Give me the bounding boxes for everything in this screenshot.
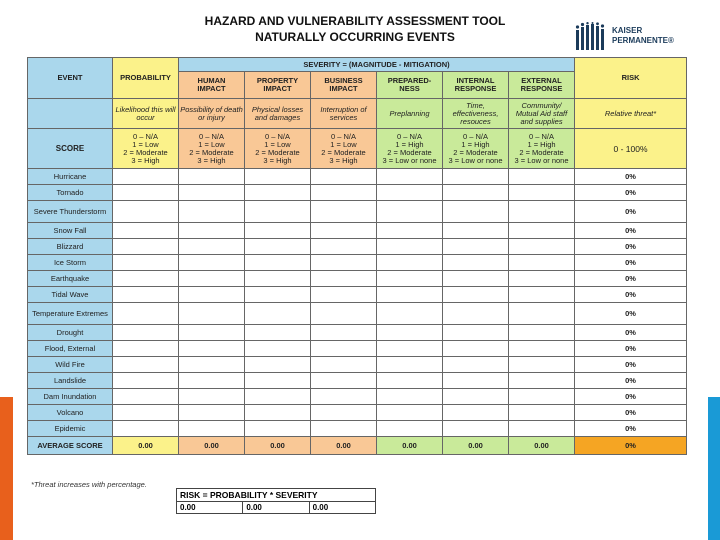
internal-input-cell[interactable] [443, 405, 509, 421]
probability-input-cell[interactable] [113, 287, 179, 303]
event-risk: 0% [575, 389, 687, 405]
property-input-cell[interactable] [245, 389, 311, 405]
event-row [28, 373, 687, 389]
probability-input-cell[interactable] [113, 405, 179, 421]
preparedness-input-cell[interactable] [377, 255, 443, 271]
external-score-scale: 0 – N/A 1 = High 2 = Moderate 3 = Low or none [509, 129, 575, 169]
risk-score-scale: 0 - 100% [575, 129, 687, 169]
internal-input-cell[interactable] [443, 255, 509, 271]
business-input-cell[interactable] [311, 405, 377, 421]
business-input-cell[interactable] [311, 373, 377, 389]
property-input-cell[interactable] [245, 421, 311, 437]
property-input-cell[interactable] [245, 341, 311, 357]
event-row [28, 287, 687, 303]
external-input-cell[interactable] [509, 169, 575, 185]
event-risk: 0% [575, 271, 687, 287]
event-risk: 0% [575, 421, 687, 437]
probability-input-cell[interactable] [113, 325, 179, 341]
logo-line-2: PERMANENTE® [612, 36, 674, 45]
probability-input-cell[interactable] [113, 373, 179, 389]
average-property: 0.00 [245, 437, 311, 455]
logo-line-1: KAISER [612, 26, 643, 35]
description-row [28, 99, 687, 129]
external-description: Community/ Mutual Aid staff and supplies [509, 99, 575, 129]
severity-banner-row [28, 58, 687, 72]
score-row [28, 129, 687, 169]
external-input-cell[interactable] [509, 303, 575, 325]
probability-input-cell[interactable] [113, 389, 179, 405]
average-preparedness: 0.00 [377, 437, 443, 455]
human-input-cell[interactable] [179, 405, 245, 421]
external-input-cell[interactable] [509, 185, 575, 201]
event-name: Drought [28, 325, 113, 341]
external-input-cell[interactable] [509, 325, 575, 341]
internal-input-cell[interactable] [443, 169, 509, 185]
external-input-cell[interactable] [509, 287, 575, 303]
property-input-cell[interactable] [245, 223, 311, 239]
event-row [28, 169, 687, 185]
internal-input-cell[interactable] [443, 325, 509, 341]
risk-formula-label: RISK = PROBABILITY * SEVERITY [177, 489, 376, 502]
human-input-cell[interactable] [179, 287, 245, 303]
event-risk: 0% [575, 223, 687, 239]
business-input-cell[interactable] [311, 223, 377, 239]
external-input-cell[interactable] [509, 373, 575, 389]
preparedness-input-cell[interactable] [377, 405, 443, 421]
event-risk: 0% [575, 405, 687, 421]
event-risk: 0% [575, 357, 687, 373]
event-row [28, 325, 687, 341]
business-input-cell[interactable] [311, 201, 377, 223]
human-input-cell[interactable] [179, 303, 245, 325]
average-internal: 0.00 [443, 437, 509, 455]
human-input-cell[interactable] [179, 357, 245, 373]
event-risk: 0% [575, 255, 687, 271]
business-input-cell[interactable] [311, 325, 377, 341]
probability-input-cell[interactable] [113, 421, 179, 437]
preparedness-input-cell[interactable] [377, 373, 443, 389]
formula-value-2: 0.00 [243, 502, 309, 514]
external-input-cell[interactable] [509, 341, 575, 357]
property-input-cell[interactable] [245, 185, 311, 201]
event-risk: 0% [575, 287, 687, 303]
internal-input-cell[interactable] [443, 357, 509, 373]
event-header: EVENT [28, 58, 113, 99]
probability-input-cell[interactable] [113, 201, 179, 223]
average-risk: 0% [575, 437, 687, 455]
property-input-cell[interactable] [245, 373, 311, 389]
property-impact-header: PROPERTY IMPACT [245, 72, 311, 99]
probability-input-cell[interactable] [113, 239, 179, 255]
internal-input-cell[interactable] [443, 201, 509, 223]
internal-input-cell[interactable] [443, 185, 509, 201]
probability-input-cell[interactable] [113, 271, 179, 287]
event-name: Epidemic [28, 421, 113, 437]
event-name: Tornado [28, 185, 113, 201]
probability-input-cell[interactable] [113, 255, 179, 271]
formula-value-1: 0.00 [177, 502, 243, 514]
business-input-cell[interactable] [311, 389, 377, 405]
business-input-cell[interactable] [311, 255, 377, 271]
event-name: Landslide [28, 373, 113, 389]
probability-input-cell[interactable] [113, 185, 179, 201]
event-name: Dam Inundation [28, 389, 113, 405]
internal-input-cell[interactable] [443, 223, 509, 239]
human-input-cell[interactable] [179, 271, 245, 287]
event-risk: 0% [575, 373, 687, 389]
property-input-cell[interactable] [245, 239, 311, 255]
external-input-cell[interactable] [509, 239, 575, 255]
title-line-1: HAZARD AND VULNERABILITY ASSESSMENT TOOL [204, 14, 506, 28]
event-name: Volcano [28, 405, 113, 421]
preparedness-input-cell[interactable] [377, 325, 443, 341]
property-input-cell[interactable] [245, 357, 311, 373]
preparedness-input-cell[interactable] [377, 169, 443, 185]
human-input-cell[interactable] [179, 185, 245, 201]
property-score-scale: 0 – N/A 1 = Low 2 = Moderate 3 = High [245, 129, 311, 169]
internal-input-cell[interactable] [443, 239, 509, 255]
external-input-cell[interactable] [509, 255, 575, 271]
kaiser-logo-text [612, 26, 674, 46]
business-input-cell[interactable] [311, 341, 377, 357]
probability-input-cell[interactable] [113, 341, 179, 357]
preparedness-input-cell[interactable] [377, 223, 443, 239]
business-input-cell[interactable] [311, 421, 377, 437]
event-name: Tidal Wave [28, 287, 113, 303]
human-score-scale: 0 – N/A 1 = Low 2 = Moderate 3 = High [179, 129, 245, 169]
preparedness-input-cell[interactable] [377, 287, 443, 303]
event-risk: 0% [575, 169, 687, 185]
human-input-cell[interactable] [179, 239, 245, 255]
human-impact-header: HUMAN IMPACT [179, 72, 245, 99]
business-input-cell[interactable] [311, 239, 377, 255]
human-input-cell[interactable] [179, 201, 245, 223]
business-description: Interruption of services [311, 99, 377, 129]
description-event-cell [28, 99, 113, 129]
preparedness-input-cell[interactable] [377, 421, 443, 437]
event-risk: 0% [575, 201, 687, 223]
property-input-cell[interactable] [245, 325, 311, 341]
business-input-cell[interactable] [311, 303, 377, 325]
event-name: Temperature Extremes [28, 303, 113, 325]
event-row [28, 357, 687, 373]
event-name: Earthquake [28, 271, 113, 287]
event-row [28, 405, 687, 421]
event-risk: 0% [575, 239, 687, 255]
event-rows [28, 169, 687, 437]
event-name: Flood, External [28, 341, 113, 357]
human-input-cell[interactable] [179, 389, 245, 405]
event-risk: 0% [575, 303, 687, 325]
title-line-2: NATURALLY OCCURRING EVENTS [255, 30, 455, 44]
human-input-cell[interactable] [179, 421, 245, 437]
human-input-cell[interactable] [179, 169, 245, 185]
event-name: Hurricane [28, 169, 113, 185]
average-score-label: AVERAGE SCORE [28, 437, 113, 455]
probability-input-cell[interactable] [113, 169, 179, 185]
preparedness-input-cell[interactable] [377, 239, 443, 255]
event-row [28, 185, 687, 201]
human-description: Possibility of death or injury [179, 99, 245, 129]
average-business: 0.00 [311, 437, 377, 455]
external-input-cell[interactable] [509, 223, 575, 239]
preparedness-score-scale: 0 – N/A 1 = High 2 = Moderate 3 = Low or none [377, 129, 443, 169]
event-row [28, 223, 687, 239]
event-row [28, 201, 687, 223]
human-input-cell[interactable] [179, 325, 245, 341]
event-row [28, 341, 687, 357]
preparedness-header: PREPARED- NESS [377, 72, 443, 99]
preparedness-input-cell[interactable] [377, 303, 443, 325]
property-input-cell[interactable] [245, 255, 311, 271]
human-input-cell[interactable] [179, 223, 245, 239]
event-row [28, 255, 687, 271]
preparedness-input-cell[interactable] [377, 201, 443, 223]
hva-table [27, 57, 687, 455]
human-input-cell[interactable] [179, 341, 245, 357]
average-external: 0.00 [509, 437, 575, 455]
preparedness-input-cell[interactable] [377, 357, 443, 373]
internal-input-cell[interactable] [443, 341, 509, 357]
external-input-cell[interactable] [509, 271, 575, 287]
right-accent-bar [708, 397, 720, 540]
internal-input-cell[interactable] [443, 421, 509, 437]
event-row [28, 303, 687, 325]
risk-formula-table [176, 488, 376, 514]
property-input-cell[interactable] [245, 287, 311, 303]
preparedness-description: Preplanning [377, 99, 443, 129]
internal-input-cell[interactable] [443, 271, 509, 287]
external-input-cell[interactable] [509, 405, 575, 421]
business-input-cell[interactable] [311, 271, 377, 287]
business-input-cell[interactable] [311, 287, 377, 303]
score-label: SCORE [28, 129, 113, 169]
page-title [160, 13, 550, 45]
property-input-cell[interactable] [245, 271, 311, 287]
probability-input-cell[interactable] [113, 303, 179, 325]
footnote: *Threat increases with percentage. [31, 480, 147, 489]
external-response-header: EXTERNAL RESPONSE [509, 72, 575, 99]
external-input-cell[interactable] [509, 389, 575, 405]
internal-response-header: INTERNAL RESPONSE [443, 72, 509, 99]
risk-header: RISK [575, 58, 687, 99]
internal-input-cell[interactable] [443, 303, 509, 325]
human-input-cell[interactable] [179, 255, 245, 271]
business-input-cell[interactable] [311, 357, 377, 373]
preparedness-input-cell[interactable] [377, 185, 443, 201]
property-input-cell[interactable] [245, 169, 311, 185]
event-name: Severe Thunderstorm [28, 201, 113, 223]
event-risk: 0% [575, 325, 687, 341]
event-row [28, 389, 687, 405]
internal-score-scale: 0 – N/A 1 = High 2 = Moderate 3 = Low or none [443, 129, 509, 169]
property-input-cell[interactable] [245, 201, 311, 223]
probability-description: Likelihood this will occur [113, 99, 179, 129]
probability-score-scale: 0 – N/A 1 = Low 2 = Moderate 3 = High [113, 129, 179, 169]
severity-banner: SEVERITY = (MAGNITUDE - MITIGATION) [179, 58, 575, 72]
event-name: Ice Storm [28, 255, 113, 271]
event-row [28, 421, 687, 437]
event-name: Snow Fall [28, 223, 113, 239]
kaiser-logo-icon [574, 22, 608, 52]
event-name: Blizzard [28, 239, 113, 255]
internal-input-cell[interactable] [443, 373, 509, 389]
business-input-cell[interactable] [311, 185, 377, 201]
probability-input-cell[interactable] [113, 357, 179, 373]
business-input-cell[interactable] [311, 169, 377, 185]
probability-header: PROBABILITY [113, 58, 179, 99]
preparedness-input-cell[interactable] [377, 271, 443, 287]
kaiser-logo [574, 20, 694, 56]
property-input-cell[interactable] [245, 405, 311, 421]
external-input-cell[interactable] [509, 357, 575, 373]
property-description: Physical losses and damages [245, 99, 311, 129]
average-probability: 0.00 [113, 437, 179, 455]
human-input-cell[interactable] [179, 373, 245, 389]
preparedness-input-cell[interactable] [377, 341, 443, 357]
property-input-cell[interactable] [245, 303, 311, 325]
event-risk: 0% [575, 185, 687, 201]
event-risk: 0% [575, 341, 687, 357]
average-human: 0.00 [179, 437, 245, 455]
external-input-cell[interactable] [509, 201, 575, 223]
internal-input-cell[interactable] [443, 389, 509, 405]
business-impact-header: BUSINESS IMPACT [311, 72, 377, 99]
preparedness-input-cell[interactable] [377, 389, 443, 405]
external-input-cell[interactable] [509, 421, 575, 437]
probability-input-cell[interactable] [113, 223, 179, 239]
event-row [28, 239, 687, 255]
risk-description: Relative threat* [575, 99, 687, 129]
internal-description: Time, effectiveness, resouces [443, 99, 509, 129]
left-accent-bar [0, 397, 13, 540]
event-name: Wild Fire [28, 357, 113, 373]
average-score-row [28, 437, 687, 455]
internal-input-cell[interactable] [443, 287, 509, 303]
business-score-scale: 0 – N/A 1 = Low 2 = Moderate 3 = High [311, 129, 377, 169]
event-row [28, 271, 687, 287]
formula-value-3: 0.00 [309, 502, 375, 514]
